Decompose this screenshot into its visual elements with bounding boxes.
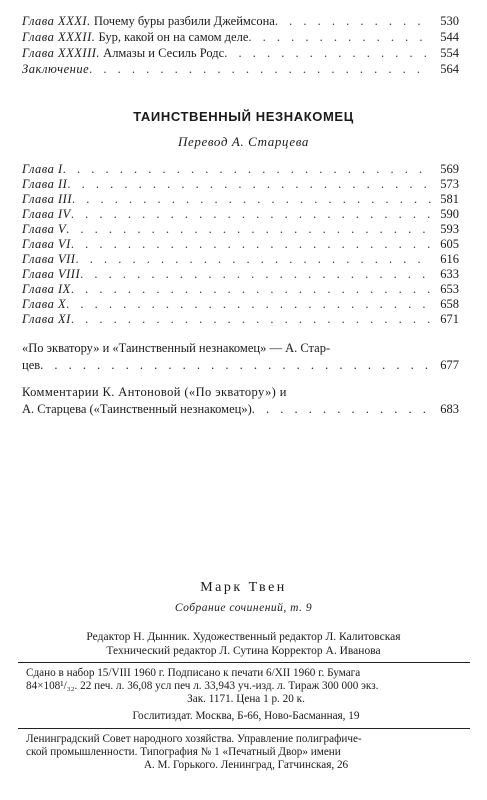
print-details-line-3: Зак. 1171. Цена 1 р. 20 к. [187, 693, 305, 705]
chapter-label: Глава XI [22, 312, 71, 326]
dot-leader [63, 162, 431, 177]
printer-details [26, 733, 466, 772]
afterword-line2: цев [22, 358, 41, 372]
printer-details-line-3: А. М. Горького. Ленинград, Гатчинская, 26 [143, 759, 349, 771]
toc-page-number: 530 [440, 14, 459, 28]
toc-page-number: 564 [440, 62, 459, 76]
chapter-label: Глава V [22, 222, 67, 236]
chapter-entry [22, 192, 459, 207]
chapter-entry [22, 222, 459, 237]
chapter-entry [22, 297, 459, 312]
toc-entry [22, 62, 459, 77]
toc-chapter-title: Бур, какой он на самом деле [95, 30, 249, 44]
dot-leader [40, 357, 431, 374]
chapter-page-number: 616 [440, 252, 459, 266]
dot-leader [75, 252, 431, 267]
chapter-page-number: 653 [440, 282, 459, 296]
toc-chapter-label: Глава XXXIII. [22, 46, 101, 60]
print-details [26, 667, 466, 706]
chapter-page-number: 573 [440, 177, 459, 191]
afterword-entry [22, 340, 459, 374]
chapter-entry [22, 207, 459, 222]
chapter-label: Глава VII [22, 252, 76, 266]
divider [18, 728, 470, 729]
print-details-line-2: 84×108¹/₃₂. 22 печ. л. 36,08 усл печ л. 33,943 уч.-изд. л. Тираж 300 000 экз. [26, 680, 379, 692]
chapter-entry [22, 162, 459, 177]
chapter-label: Глава IV [22, 207, 71, 221]
printer-details-line-1: Ленинградский Совет народного хозяйства. Управление полиграфиче- [26, 733, 362, 745]
translator-credit: Перевод А. Старцева [178, 134, 309, 149]
toc-entry [22, 30, 459, 45]
dot-leader [66, 297, 431, 312]
dot-leader [71, 237, 431, 252]
toc-page-number: 554 [440, 46, 459, 60]
toc-chapter-label: Заключение [22, 62, 90, 76]
toc-page-number: 544 [440, 30, 459, 44]
toc-chapter-label: Глава XXXII. [22, 30, 96, 44]
dot-leader [72, 192, 431, 207]
toc-chapter-label: Глава XXXI. [22, 14, 91, 28]
dot-leader [89, 62, 431, 77]
editors-line-1: Редактор Н. Дынник. Художественный редактор Л. Калитовская [86, 631, 401, 643]
dot-leader [252, 401, 431, 418]
chapter-label: Глава I [22, 162, 63, 176]
section-title: ТАИНСТВЕННЫЙ НЕЗНАКОМЕЦ [133, 109, 354, 124]
toc-entry [22, 46, 459, 61]
chapter-label: Глава VIII [22, 267, 81, 281]
dot-leader [71, 207, 431, 222]
chapter-entry [22, 282, 459, 297]
chapter-entry [22, 252, 459, 267]
chapter-entry [22, 312, 459, 327]
author-name: Марк Твен [200, 580, 287, 595]
chapter-label: Глава X [22, 297, 67, 311]
commentary-entry [22, 384, 459, 418]
toc-chapter-title: Почему буры разбили Джеймсона [90, 14, 275, 28]
chapter-entry [22, 177, 459, 192]
dot-leader [224, 46, 431, 61]
dot-leader [275, 14, 431, 29]
commentary-line1: Комментарии К. Антоновой («По экватору») и [22, 385, 287, 399]
publisher-address: Гослитиздат. Москва, Б-66, Ново-Басманная, 19 [132, 710, 360, 722]
editors-line-2: Технический редактор Л. Сутина Корректор А. Иванова [106, 645, 381, 657]
chapter-page-number: 658 [440, 297, 459, 311]
chapter-page-number: 671 [440, 312, 459, 326]
commentary-page-number: 683 [440, 402, 459, 416]
chapter-page-number: 633 [440, 267, 459, 281]
chapter-page-number: 605 [440, 237, 459, 251]
chapter-label: Глава VI [22, 237, 71, 251]
dot-leader [71, 282, 431, 297]
dot-leader [71, 312, 431, 327]
dot-leader [67, 177, 431, 192]
chapter-entry [22, 267, 459, 282]
toc-entry [22, 14, 459, 29]
print-details-line-1: Сдано в набор 15/VIII 1960 г. Подписано к печати 6/XII 1960 г. Бумага [26, 667, 361, 679]
afterword-page-number: 677 [440, 358, 459, 372]
afterword-line1: «По экватору» и «Таинственный незнакомец» — А. Стар- [22, 341, 331, 355]
toc-chapter-title: Алмазы и Сесиль Родс [100, 46, 225, 60]
chapter-page-number: 593 [440, 222, 459, 236]
dot-leader [66, 222, 431, 237]
commentary-line2: А. Старцева («Таинственный незнакомец») [22, 402, 252, 416]
chapter-page-number: 590 [440, 207, 459, 221]
chapter-page-number: 569 [440, 162, 459, 176]
dot-leader [80, 267, 431, 282]
series-title: Собрание сочинений, т. 9 [174, 602, 313, 614]
dot-leader [248, 30, 431, 45]
chapter-label: Глава III [22, 192, 73, 206]
divider [18, 662, 470, 663]
printer-details-line-2: ской промышленности. Типография № 1 «Печатный Двор» имени [26, 746, 341, 758]
chapter-page-number: 581 [440, 192, 459, 206]
chapter-entry [22, 237, 459, 252]
chapter-label: Глава II [22, 177, 68, 191]
chapter-label: Глава IX [22, 282, 71, 296]
